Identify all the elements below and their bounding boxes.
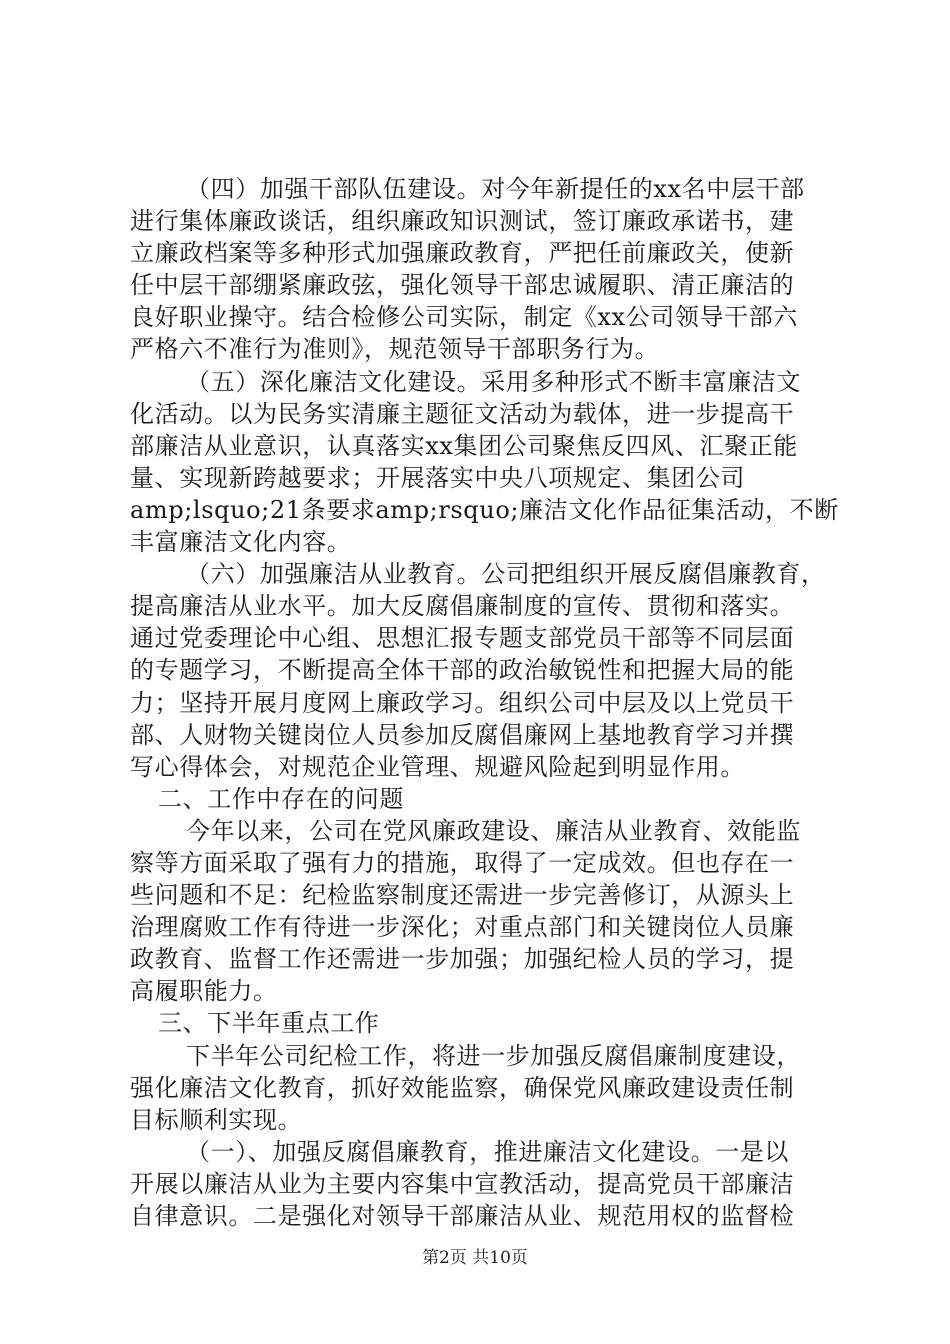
text-line: 察等方面采取了强有力的措施，取得了一定成效。但也存在一 [130, 848, 795, 877]
text-line: 的专题学习，不断提高全体干部的政治敏锐性和把握大局的能 [130, 656, 795, 685]
text-line: 二、工作中存在的问题 [158, 784, 404, 813]
text-line: 任中层干部绷紧廉政弦，强化领导干部忠诚履职、清正廉洁的 [130, 271, 795, 300]
text-line: 力；坚持开展月度网上廉政学习。组织公司中层及以上党员干 [130, 688, 795, 717]
text-line: 量、实现新跨越要求；开展落实中央八项规定、集团公司 [130, 463, 745, 492]
text-line: 丰富廉洁文化内容。 [130, 528, 352, 557]
text-line: （一）、加强反腐倡廉教育，推进廉洁文化建设。一是以 [186, 1137, 789, 1166]
document-body [130, 173, 839, 1232]
text-line: 进行集体廉政谈话，组织廉政知识测试，签订廉政承诺书，建 [130, 207, 795, 236]
text-line: 严格六不准行为准则》，规范领导干部职务行为。 [130, 335, 660, 364]
text-line: 通过党委理论中心组、思想汇报专题支部党员干部等不同层面 [130, 624, 795, 653]
text-line: 部、人财物关键岗位人员参加反腐倡廉网上基地教育学习并撰 [130, 720, 795, 749]
text-line: 立廉政档案等多种形式加强廉政教育，严把任前廉政关，使新 [130, 239, 795, 268]
text-line: 三、下半年重点工作 [158, 1009, 380, 1038]
text-line: 政教育、监督工作还需进一步加强；加强纪检人员的学习，提 [130, 945, 795, 974]
text-line: 部廉洁从业意识，认真落实xx集团公司聚焦反四风、汇聚正能 [130, 431, 798, 460]
text-line: 强化廉洁文化教育，抓好效能监察，确保党风廉政建设责任制 [130, 1073, 795, 1102]
text-line: 良好职业操守。结合检修公司实际，制定《xx公司领导干部六 [130, 303, 798, 332]
text-line: 写心得体会，对规范企业管理、规避风险起到明显作用。 [130, 752, 745, 781]
text-line: （四）加强干部队伍建设。对今年新提任的xx名中层干部 [186, 175, 805, 203]
page-footer: 第2页 共10页 [422, 1248, 528, 1268]
text-line: （六）加强廉洁从业教育。公司把组织开展反腐倡廉教育， [186, 560, 826, 589]
text-line: 治理腐败工作有待进一步深化；对重点部门和关键岗位人员廉 [130, 913, 795, 942]
text-line: 化活动。以为民务实清廉主题征文活动为载体，进一步提高干 [130, 399, 795, 428]
text-line: 目标顺利实现。 [130, 1105, 303, 1134]
text-line: 开展以廉洁从业为主要内容集中宣教活动，提高党员干部廉洁 [130, 1169, 795, 1198]
text-line: 提高廉洁从业水平。加大反腐倡廉制度的宣传、贯彻和落实。 [130, 592, 795, 621]
text-line: 些问题和不足：纪检监察制度还需进一步完善修订，从源头上 [130, 881, 795, 910]
text-line: 自律意识。二是强化对领导干部廉洁从业、规范用权的监督检 [130, 1202, 795, 1230]
text-line: 高履职能力。 [130, 977, 278, 1006]
text-line: （五）深化廉洁文化建设。采用多种形式不断丰富廉洁文 [186, 367, 801, 396]
text-line: 今年以来，公司在党风廉政建设、廉洁从业教育、效能监 [186, 816, 801, 845]
text-line: 下半年公司纪检工作，将进一步加强反腐倡廉制度建设， [186, 1041, 801, 1070]
text-line: amp;lsquo;21条要求amp;rsquo;廉洁文化作品征集活动，不断 [130, 495, 839, 524]
